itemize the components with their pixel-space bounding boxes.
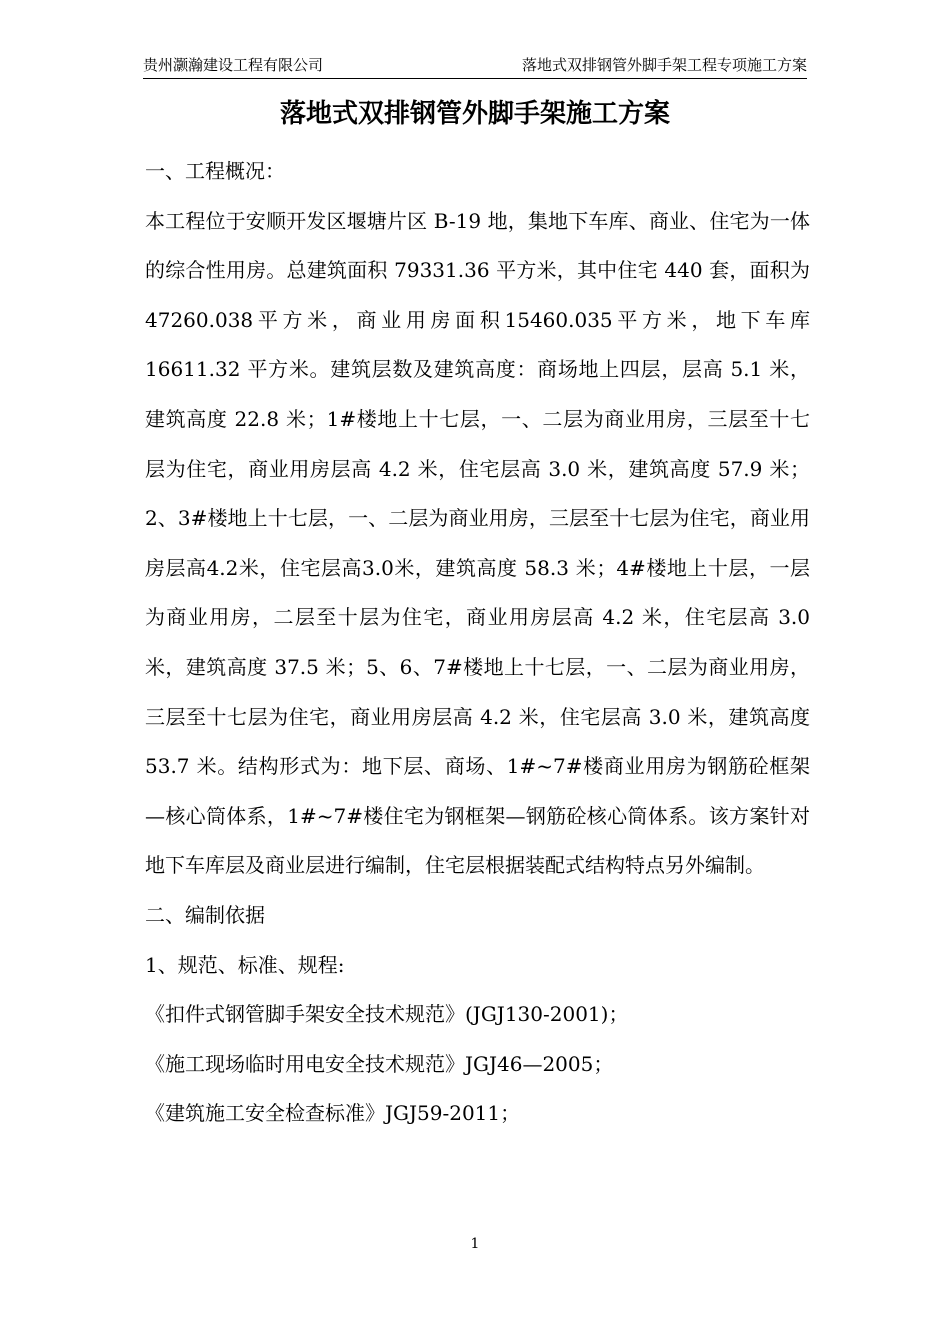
page-header [143,54,807,79]
document-body [145,147,810,1139]
standard-item: 《扣件式钢管脚手架安全技术规范》(JGJ130-2001)； [145,1002,629,1027]
section-heading-basis: 二、编制依据 [145,902,265,927]
header-company: 贵州灏瀚建设工程有限公司 [143,56,324,74]
subheading-standards: 1、规范、标准、规程: [145,952,345,977]
header-doc-name: 落地式双排钢管外脚手架工程专项施工方案 [521,56,807,74]
section-heading-overview: 一、工程概况： [145,159,285,183]
standard-item: 《施工现场临时用电安全技术规范》JGJ46—2005； [145,1051,614,1076]
overview-paragraph: 本工程位于安顺开发区堰塘片区 B-19 地，集地下车库、商业、住宅为一体的综合性用房。总建筑面积 79331.36 平方米，其中住宅 440 套，面积为47260.038平方米，商业用房面积15460.035平方米，地下车库 16611.32 平方米。建筑层数及建筑高度：商场地上四层，层高 5.1 米，建筑高度 22.8 米；1#楼地上十七层，一、二层为商业用房，三层至十七层为住宅，商业用房层高 4.2 米，住宅层高 3.0 米，建筑高度 57.9 米；2、3#楼地上十七层，一、二层为商业用房，三层至十七层为住宅，商业用房层高4.2米，住宅层高3.0米，建筑高度 58.3 米；4#楼地上十层，一层为商业用房，二层至十层为住宅，商业用房层高 4.2 米，住宅层高 3.0 米，建筑高度 37.5 米；5、6、7#楼地上十七层，一、二层为商业用房，三层至十七层为住宅，商业用房层高 4.2 米，住宅层高 3.0 米，建筑高度 53.7 米。结构形式为：地下层、商场、1#~7#楼商业用房为钢筋砼框架—核心筒体系，1#~7#楼住宅为钢框架—钢筋砼核心筒体系。该方案针对地下车库层及商业层进行编制，住宅层根据装配式结构特点另外编制。 [145,208,810,878]
standard-item: 《建筑施工安全检查标准》JGJ59-2011； [145,1101,521,1126]
document-title: 落地式双排钢管外脚手架施工方案 [279,99,670,129]
page-number: 1 [470,1236,480,1252]
